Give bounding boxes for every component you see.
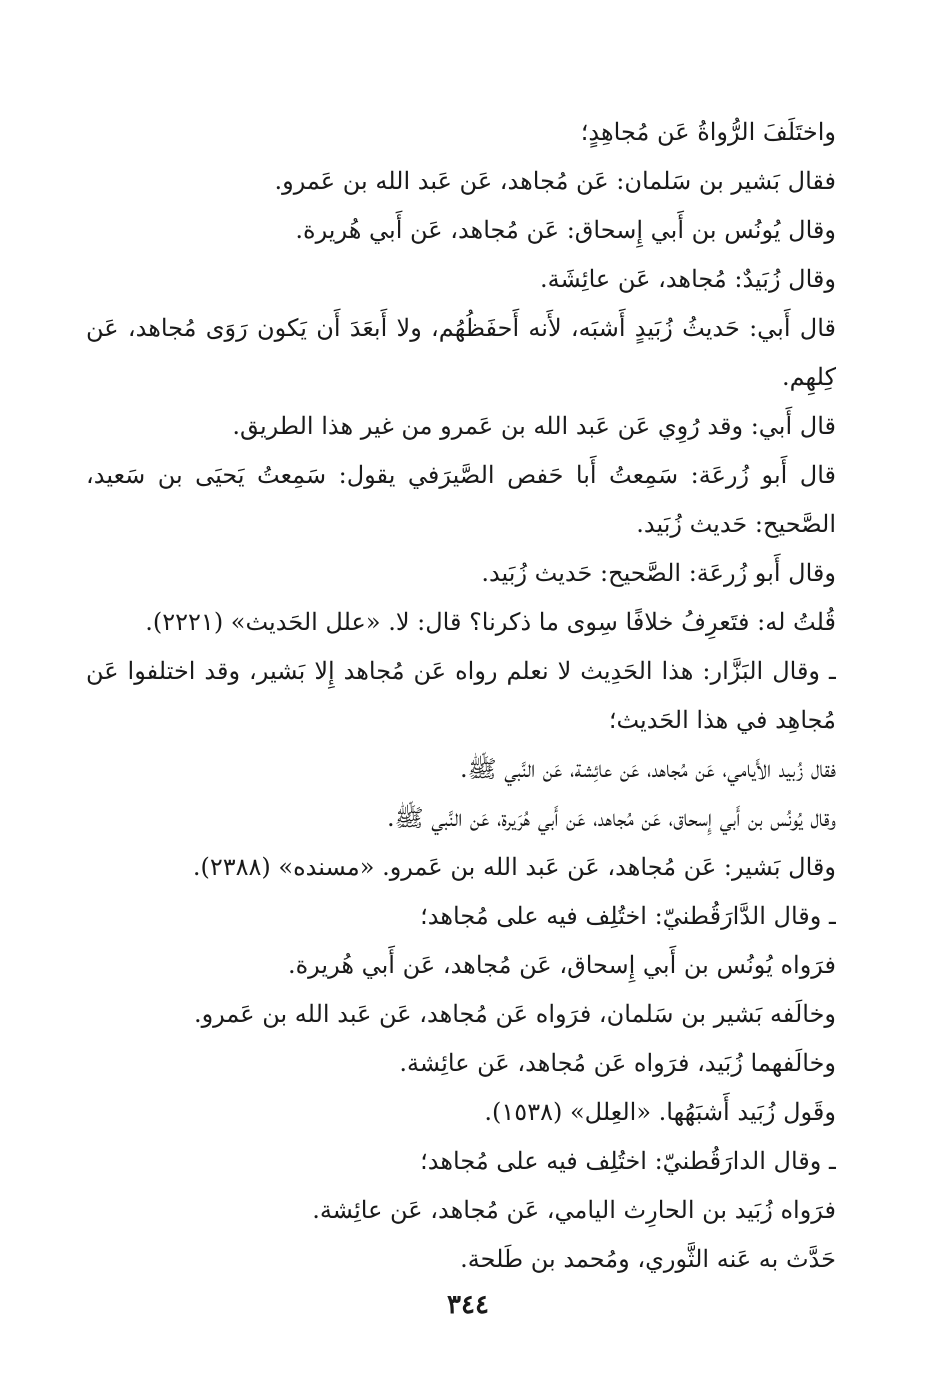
text-line: قال أَبي: وقد رُوِي عَن عَبد الله بن عَمرو من غير هذا الطريق. (232, 412, 836, 440)
text-line: حَدَّث به عَنه الثَّوري، ومُحمد بن طَلحة. (460, 1245, 836, 1273)
text-line: وخالَفه بَشير بن سَلمان، فرَواه عَن مُجاهد، عَن عَبد الله بن عَمرو. (193, 1000, 836, 1028)
text-line: فرَواه زُبَيد بن الحارِث اليامي، عَن مُجاهد، عَن عائِشة. (312, 1196, 836, 1224)
page-number: ٣٤٤ (447, 1290, 489, 1320)
text-line: واختَلَفَ الرُّواةُ عَن مُجاهِدٍ؛ (580, 118, 836, 146)
body-text (86, 108, 836, 1284)
text-line: ـ وقال البَزَّار: هذا الحَدِيث لا نعلم رواه عَن مُجاهد إِلا بَشير، وقد اختلفوا عَن (86, 657, 836, 685)
text-line: كِلهِم. (781, 363, 836, 391)
text-line: ـ وقال الدَّارَقُطنيّ: اختُلِف فيه على مُجاهد؛ (420, 902, 836, 930)
text-line: وقال بَشير: عَن مُجاهد، عَن عَبد الله بن عَمرو. «مسنده» (٢٣٨٨). (192, 853, 836, 881)
text-line: فرَواه يُونُس بن أَبي إِسحاق، عَن مُجاهد، عَن أَبي هُريرة. (287, 951, 836, 979)
text-line: وقال زُبَيدٌ: مُجاهد، عَن عائِشَة. (540, 265, 836, 293)
text-line: قال أَبو زُرعَة: سَمِعتُ أَبا حَفص الصَّيرَفي يقول: سَمِعتُ يَحيَى بن سَعيد، (86, 461, 836, 489)
text-line: فقال زُبيد الأَيامي، عَن مُجاهد، عَن عائِشة، عَن النَّبي ﷺ. (459, 755, 836, 783)
text-line: وخالَفهما زُبَيد، فرَواه عَن مُجاهد، عَن عائِشة. (399, 1049, 836, 1077)
text-line: وقال يُونُس بن أَبي إِسحاق، عَن مُجاهد، عَن أَبي هُرَيرة، عَن النَّبي ﷺ. (387, 804, 836, 832)
text-line: قُلتُ له: فتَعرِفُ خلافًا سِوى ما ذكرنا؟ قال: لا. «علل الحَديث» (٢٢٢١). (145, 608, 836, 636)
text-line: وقَول زُبَيد أَشبَهُها. «العِلل» (١٥٣٨). (484, 1098, 836, 1126)
text-line: الصَّحيح: حَديث زُبَيد. (636, 510, 836, 538)
text-line: فقال بَشير بن سَلمان: عَن مُجاهد، عَن عَبد الله بن عَمرو. (274, 167, 836, 195)
text-line: قال أَبي: حَديثُ زُبَيدٍ أَشبَه، لأَنه أَحفَظُهُم، ولا أَبعَدَ أَن يَكون رَوَى مُجاهد، عَن (86, 314, 836, 342)
text-line: ـ وقال الدارَقُطنيّ: اختُلِف فيه على مُجاهد؛ (420, 1147, 836, 1175)
text-line: مُجاهِد في هذا الحَديث؛ (608, 706, 836, 734)
text-line: وقال يُونُس بن أَبي إِسحاق: عَن مُجاهد، عَن أَبي هُريرة. (295, 216, 836, 244)
text-line: وقال أَبو زُرعَة: الصَّحيح: حَديث زُبَيد. (481, 559, 836, 587)
